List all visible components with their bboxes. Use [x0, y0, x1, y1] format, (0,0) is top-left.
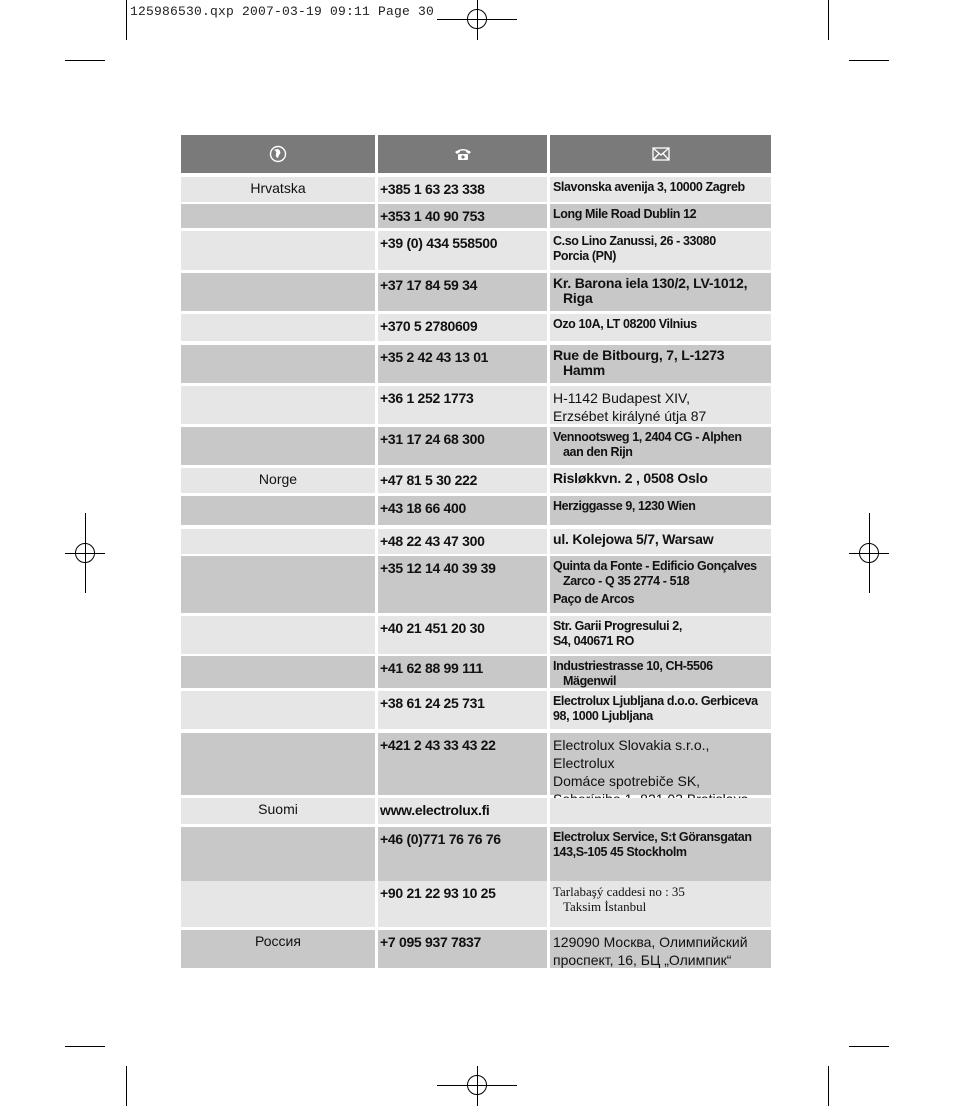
address-cell: [550, 345, 771, 383]
crop-mark: [849, 60, 889, 61]
address-line: ul. Kolejowa 5/7, Warsaw: [553, 531, 714, 547]
address-line: Domáce spotrebiče SK,: [553, 773, 701, 789]
address-line: Mägenwil: [563, 674, 617, 688]
address-cell: [550, 691, 771, 729]
country-cell: [181, 529, 375, 554]
address-line: проспект, 16, БЦ „Олимпик“: [553, 952, 732, 968]
phone-column-header: [378, 135, 547, 173]
address-cell: [550, 881, 771, 927]
phone-cell: +31 17 24 68 300: [378, 427, 547, 465]
country-cell: Hrvatska: [181, 177, 375, 202]
crop-mark: [65, 60, 105, 61]
phone-cell: +421 2 43 33 43 22: [378, 733, 547, 795]
crop-mark: [828, 1066, 829, 1106]
address-cell: [550, 733, 771, 795]
address-line: Long Mile Road Dublin 12: [553, 207, 697, 221]
country-cell: Norge: [181, 468, 375, 493]
address-line: Zarco - Q 35 2774 - 518: [563, 574, 690, 588]
country-cell: [181, 386, 375, 424]
country-cell: [181, 496, 375, 525]
phone-cell: +37 17 84 59 34: [378, 273, 547, 311]
address-line: Industriestrasse 10, CH-5506: [553, 659, 713, 673]
address-line: Str. Garii Progresului 2,: [553, 619, 682, 633]
address-cell: [550, 930, 771, 968]
address-line: Quinta da Fonte - Edificio Gonçalves: [553, 559, 757, 573]
country-cell: [181, 616, 375, 654]
website-link[interactable]: www.electrolux.fi: [378, 798, 547, 824]
address-line: S4, 040671 RO: [553, 634, 634, 648]
address-line: Porcia (PN): [553, 249, 616, 263]
address-line: Erzsébet királyné útja 87: [553, 408, 707, 424]
address-line: Risløkkvn. 2 , 0508 Oslo: [553, 470, 708, 486]
phone-cell: +38 61 24 25 731: [378, 691, 547, 729]
country-cell: [181, 691, 375, 729]
phone-cell: +353 1 40 90 753: [378, 204, 547, 228]
country-column-header: [181, 135, 375, 173]
country-cell: [181, 345, 375, 383]
country-cell: [181, 427, 375, 465]
country-cell: [181, 204, 375, 228]
crop-mark: [65, 1046, 105, 1047]
address-cell: [550, 204, 771, 228]
address-cell: [550, 427, 771, 465]
phone-cell: +7 095 937 7837: [378, 930, 547, 968]
address-cell: [550, 386, 771, 424]
phone-cell: +48 22 43 47 300: [378, 529, 547, 554]
globe-icon: [269, 145, 287, 163]
country-cell: [181, 556, 375, 613]
address-cell: [550, 314, 771, 341]
country-cell: Suomi: [181, 798, 375, 824]
address-cell: [550, 177, 771, 202]
address-cell: [550, 556, 771, 613]
phone-cell: +370 5 2780609: [378, 314, 547, 341]
address-cell: [550, 529, 771, 554]
address-line: Hamm: [563, 362, 605, 378]
phone-cell: +46 (0)771 76 76 76: [378, 827, 547, 881]
address-cell: [550, 827, 771, 881]
crop-mark: [828, 0, 829, 40]
phone-cell: +41 62 88 99 111: [378, 656, 547, 688]
address-line: Electrolux Ljubljana d.o.o. Gerbiceva: [553, 694, 758, 708]
address-cell: [550, 656, 771, 688]
address-line: C.so Lino Zanussi, 26 - 33080: [553, 234, 716, 248]
address-line: Herziggasse 9, 1230 Wien: [553, 499, 696, 513]
address-line: Rue de Bitbourg, 7, L-1273: [553, 347, 725, 363]
phone-cell: +35 12 14 40 39 39: [378, 556, 547, 613]
address-line: Vennootsweg 1, 2404 CG - Alphen: [553, 430, 742, 444]
country-cell: [181, 881, 375, 927]
address-line: Tarlabaşý caddesi no : 35: [553, 884, 685, 899]
country-cell: [181, 827, 375, 881]
country-cell: Россия: [181, 930, 375, 968]
address-cell: [550, 616, 771, 654]
phone-cell: +35 2 42 43 13 01: [378, 345, 547, 383]
country-cell: [181, 273, 375, 311]
address-cell: [550, 468, 771, 493]
phone-cell: +43 18 66 400: [378, 496, 547, 525]
address-line: Electrolux Slovakia s.r.o., Electrolux: [553, 737, 710, 771]
address-line: Slavonska avenija 3, 10000 Zagreb: [553, 180, 745, 194]
address-line: Paço de Arcos: [553, 592, 635, 606]
country-cell: [181, 314, 375, 341]
address-cell: [550, 231, 771, 270]
address-line: aan den Rijn: [563, 445, 633, 459]
country-cell: [181, 656, 375, 688]
address-line: Taksim İstanbul: [563, 899, 647, 914]
phone-cell: +385 1 63 23 338: [378, 177, 547, 202]
address-line: Electrolux Service, S:t Göransgatan: [553, 830, 752, 844]
address-column-header: [550, 135, 771, 173]
address-line: Riga: [563, 290, 593, 306]
phone-cell: +90 21 22 93 10 25: [378, 881, 547, 927]
address-line: Ozo 10A, LT 08200 Vilnius: [553, 317, 697, 331]
address-line: 143,S-105 45 Stockholm: [553, 845, 687, 859]
country-cell: [181, 231, 375, 270]
phone-cell: +40 21 451 20 30: [378, 616, 547, 654]
phone-cell: +36 1 252 1773: [378, 386, 547, 424]
envelope-icon: [652, 147, 670, 161]
phone-cell: +47 81 5 30 222: [378, 468, 547, 493]
file-header: 125986530.qxp 2007-03-19 09:11 Page 30: [130, 4, 435, 19]
crop-mark: [126, 0, 127, 40]
address-cell: [550, 496, 771, 525]
country-cell: [181, 733, 375, 795]
address-cell: [550, 273, 771, 311]
address-line: Kr. Barona iela 130/2, LV-1012,: [553, 275, 748, 291]
address-line: 98, 1000 Ljubljana: [553, 709, 653, 723]
address-cell: [550, 798, 771, 824]
phone-icon: [454, 147, 472, 161]
phone-cell: +39 (0) 434 558500: [378, 231, 547, 270]
address-line: H-1142 Budapest XIV,: [553, 390, 690, 406]
address-line: 129090 Москва, Олимпийский: [553, 934, 748, 950]
crop-mark: [126, 1066, 127, 1106]
crop-mark: [849, 1046, 889, 1047]
